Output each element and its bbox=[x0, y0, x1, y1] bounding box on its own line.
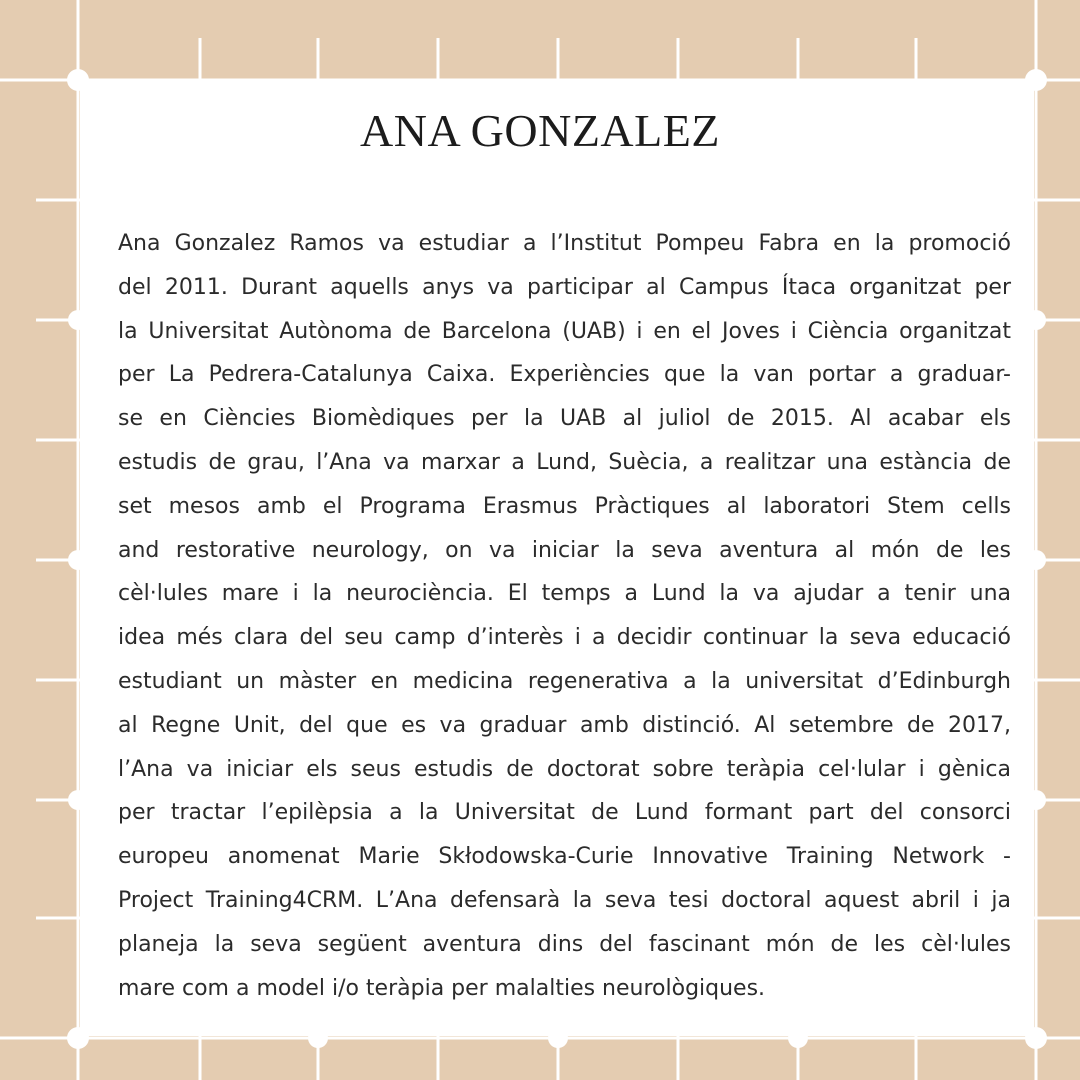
bio-line: per tractar l’epilèpsia a la Universitat de Lund formant part del consorci bbox=[118, 800, 1011, 826]
bio-line: estudis de grau, l’Ana va marxar a Lund, Suècia, a realitzar una estància de bbox=[118, 449, 1011, 475]
bio-line: al Regne Unit, del que es va graduar amb distinció. Al setembre de 2017, bbox=[118, 712, 1011, 738]
bio-line: and restorative neurology, on va iniciar la seva aventura al món de les bbox=[118, 537, 1011, 563]
biography-text bbox=[118, 222, 1011, 1010]
bio-line: cèl·lules mare i la neurociència. El temps a Lund la va ajudar a tenir una bbox=[118, 581, 1011, 607]
bio-line: estudiant un màster en medicina regenerativa a la universitat d’Edinburgh bbox=[118, 668, 1011, 694]
bio-line: del 2011. Durant aquells anys va participar al Campus Ítaca organitzat per bbox=[118, 274, 1011, 300]
bio-line: mare com a model i/o teràpia per malalties neurològiques. bbox=[118, 975, 766, 1001]
page-title: ANA GONZALEZ bbox=[360, 105, 720, 156]
bio-line: la Universitat Autònoma de Barcelona (UAB) i en el Joves i Ciència organitzat bbox=[118, 318, 1011, 344]
bio-line: planeja la seva següent aventura dins del fascinant món de les cèl·lules bbox=[118, 931, 1011, 957]
bio-line: Project Training4CRM. L’Ana defensarà la seva tesi doctoral aquest abril i ja bbox=[118, 887, 1011, 913]
bio-line: per La Pedrera-Catalunya Caixa. Experiències que la van portar a graduar- bbox=[118, 362, 1011, 388]
bio-line: idea més clara del seu camp d’interès i a decidir continuar la seva educació bbox=[118, 625, 1011, 651]
bio-line: set mesos amb el Programa Erasmus Pràctiques al laboratori Stem cells bbox=[118, 493, 1011, 519]
bio-line: l’Ana va iniciar els seus estudis de doctorat sobre teràpia cel·lular i gènica bbox=[118, 756, 1011, 782]
bio-line: se en Ciències Biomèdiques per la UAB al juliol de 2015. Al acabar els bbox=[118, 406, 1011, 432]
bio-line: Ana Gonzalez Ramos va estudiar a l’Institut Pompeu Fabra en la promoció bbox=[118, 231, 1011, 256]
bio-line: europeu anomenat Marie Skłodowska-Curie Innovative Training Network - bbox=[118, 844, 1011, 870]
